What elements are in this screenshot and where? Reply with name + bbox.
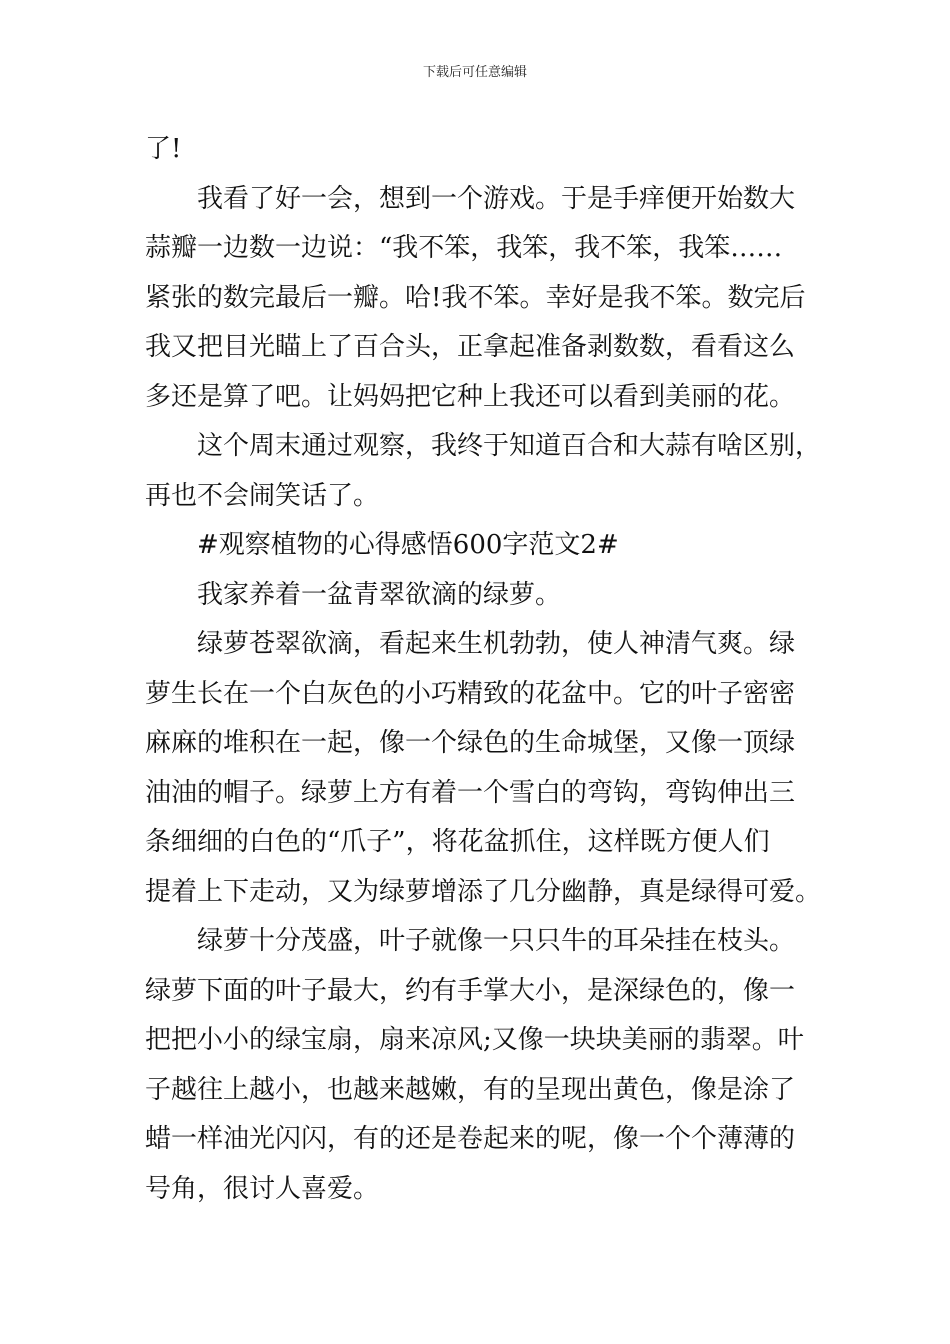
text-line: 号角，很讨人喜爱。 [145, 1173, 380, 1204]
page-header: 下载后可任意编辑 [422, 65, 527, 80]
text-line: 把把小小的绿宝扇，扇来凉风;又像一块块美丽的翡翠。叶 [145, 1025, 804, 1055]
text-line: 条细细的白色的“爪子”，将花盆抓住，这样既方便人们 [145, 827, 770, 857]
text-line: 我家养着一盆青翠欲滴的绿萝。 [197, 579, 562, 610]
text-line: 多还是算了吧。让妈妈把它种上我还可以看到美丽的花。 [145, 381, 796, 412]
text-line: 蜡一样油光闪闪，有的还是卷起来的呢，像一个个薄薄的 [145, 1124, 796, 1154]
text-line: 麻麻的堆积在一起，像一个绿色的生命城堡，又像一顶绿 [145, 728, 796, 758]
text-line: 绿萝十分茂盛，叶子就像一只只牛的耳朵挂在枝头。 [197, 926, 796, 956]
text-line: 绿萝苍翠欲滴，看起来生机勃勃，使人神清气爽。绿 [197, 629, 796, 659]
text-line: 这个周末通过观察，我终于知道百合和大蒜有啥区别， [197, 431, 822, 461]
text-line: 我看了好一会，想到一个游戏。于是手痒便开始数大 [197, 183, 796, 214]
text-line: 绿萝下面的叶子最大，约有手掌大小，是深绿色的，像一 [145, 975, 796, 1006]
text-line: 提着上下走动，又为绿萝增添了几分幽静，真是绿得可爱。 [145, 876, 822, 907]
document-body [145, 130, 825, 1219]
text-line: 了! [145, 134, 182, 164]
text-line: 再也不会闹笑话了。 [145, 480, 380, 511]
text-line: 紧张的数完最后一瓣。哈!我不笨。幸好是我不笨。数完后 [145, 282, 806, 313]
section-heading: #观察植物的心得感悟600字范文2# [197, 530, 619, 560]
text-line: 子越往上越小，也越来越嫩，有的呈现出黄色，像是涂了 [145, 1074, 796, 1105]
text-line: 油油的帽子。绿萝上方有着一个雪白的弯钩，弯钩伸出三 [145, 777, 796, 808]
text-line: 蒜瓣一边数一边说：“我不笨，我笨，我不笨，我笨…… [145, 233, 783, 263]
text-line: 萝生长在一个白灰色的小巧精致的花盆中。它的叶子密密 [145, 678, 796, 709]
text-line: 我又把目光瞄上了百合头，正拿起准备剥数数，看看这么 [145, 332, 796, 362]
